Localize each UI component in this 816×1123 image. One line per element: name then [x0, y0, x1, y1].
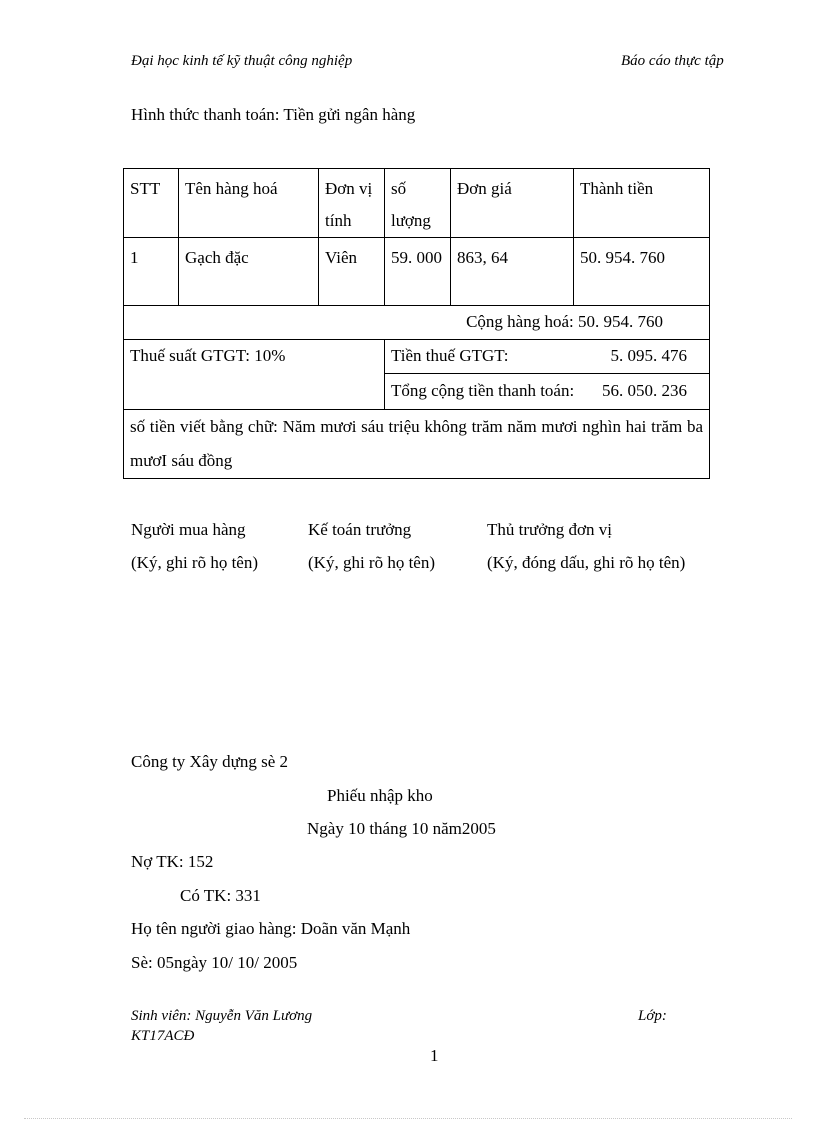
cell-name: Gạch đặc — [179, 238, 319, 306]
signature-note: (Ký, ghi rõ họ tên) — [131, 553, 259, 572]
signature-title: Kế toán trưởng — [308, 520, 412, 539]
total-cell — [385, 374, 710, 410]
receipt-date: Ngày 10 tháng 10 năm2005 — [307, 819, 496, 838]
header-name: Tên hàng hoá — [179, 169, 319, 238]
company-name: Công ty Xây dựng sè 2 — [131, 752, 289, 771]
signature-director — [487, 513, 685, 579]
header-qty: số lượng — [385, 169, 451, 238]
debit-account: Nợ TK: 152 — [131, 852, 214, 871]
header-left: Đại học kinh tế kỹ thuật công nghiệp — [131, 53, 353, 69]
signature-chief-accountant — [308, 513, 435, 579]
credit-account: Có TK: 331 — [180, 886, 261, 905]
table-header-row — [124, 169, 710, 238]
footer-class-value: KT17ACĐ — [131, 1028, 195, 1044]
signature-buyer — [131, 513, 258, 579]
receipt-number: Sè: 05ngày 10/ 10/ 2005 — [131, 953, 298, 972]
cell-qty: 59. 000 — [385, 238, 451, 306]
table-row — [124, 238, 710, 306]
footer-student: Sinh viên: Nguyễn Văn Lương — [131, 1008, 313, 1024]
total-label: Tổng cộng tiền thanh toán: — [391, 381, 575, 400]
cell-stt: 1 — [124, 238, 179, 306]
signature-title: Người mua hàng — [131, 520, 246, 539]
page-bottom-divider — [24, 1118, 792, 1119]
receipt-title: Phiếu nhập kho — [327, 786, 433, 805]
vat-rate: Thuế suất GTGT: 10% — [124, 340, 385, 410]
page-number: 1 — [430, 1046, 439, 1065]
vat-amount-cell — [385, 340, 710, 374]
signature-note: (Ký, ghi rõ họ tên) — [308, 553, 436, 572]
header-amount: Thành tiền — [574, 169, 710, 238]
header-right: Báo cáo thực tập — [621, 53, 724, 69]
vat-label: Tiền thuế GTGT: — [391, 346, 509, 365]
invoice-table — [123, 168, 710, 479]
subtotal: Cộng hàng hoá: 50. 954. 760 — [124, 306, 710, 340]
cell-unit: Viên — [319, 238, 385, 306]
header-stt: STT — [124, 169, 179, 238]
cell-amount: 50. 954. 760 — [574, 238, 710, 306]
header-price: Đơn giá — [451, 169, 574, 238]
vat-value: 5. 095. 476 — [610, 346, 687, 365]
cell-price: 863, 64 — [451, 238, 574, 306]
total-value: 56. 050. 236 — [602, 381, 687, 400]
signature-note: (Ký, đóng dấu, ghi rõ họ tên) — [487, 553, 686, 572]
words-row — [124, 410, 710, 479]
deliverer-name: Họ tên người giao hàng: Doãn văn Mạnh — [131, 919, 411, 938]
amount-in-words: số tiền viết bằng chữ: Năm mươi sáu triệu không trăm năm mươi nghìn hai trăm ba mươI sáu đồng — [124, 410, 710, 479]
subtotal-row — [124, 306, 710, 340]
header-unit: Đơn vị tính — [319, 169, 385, 238]
footer-class-label: Lớp: — [638, 1008, 667, 1024]
vat-row — [124, 340, 710, 374]
signature-title: Thủ trưởng đơn vị — [487, 520, 612, 539]
payment-method: Hình thức thanh toán: Tiền gửi ngân hàng — [131, 105, 416, 124]
